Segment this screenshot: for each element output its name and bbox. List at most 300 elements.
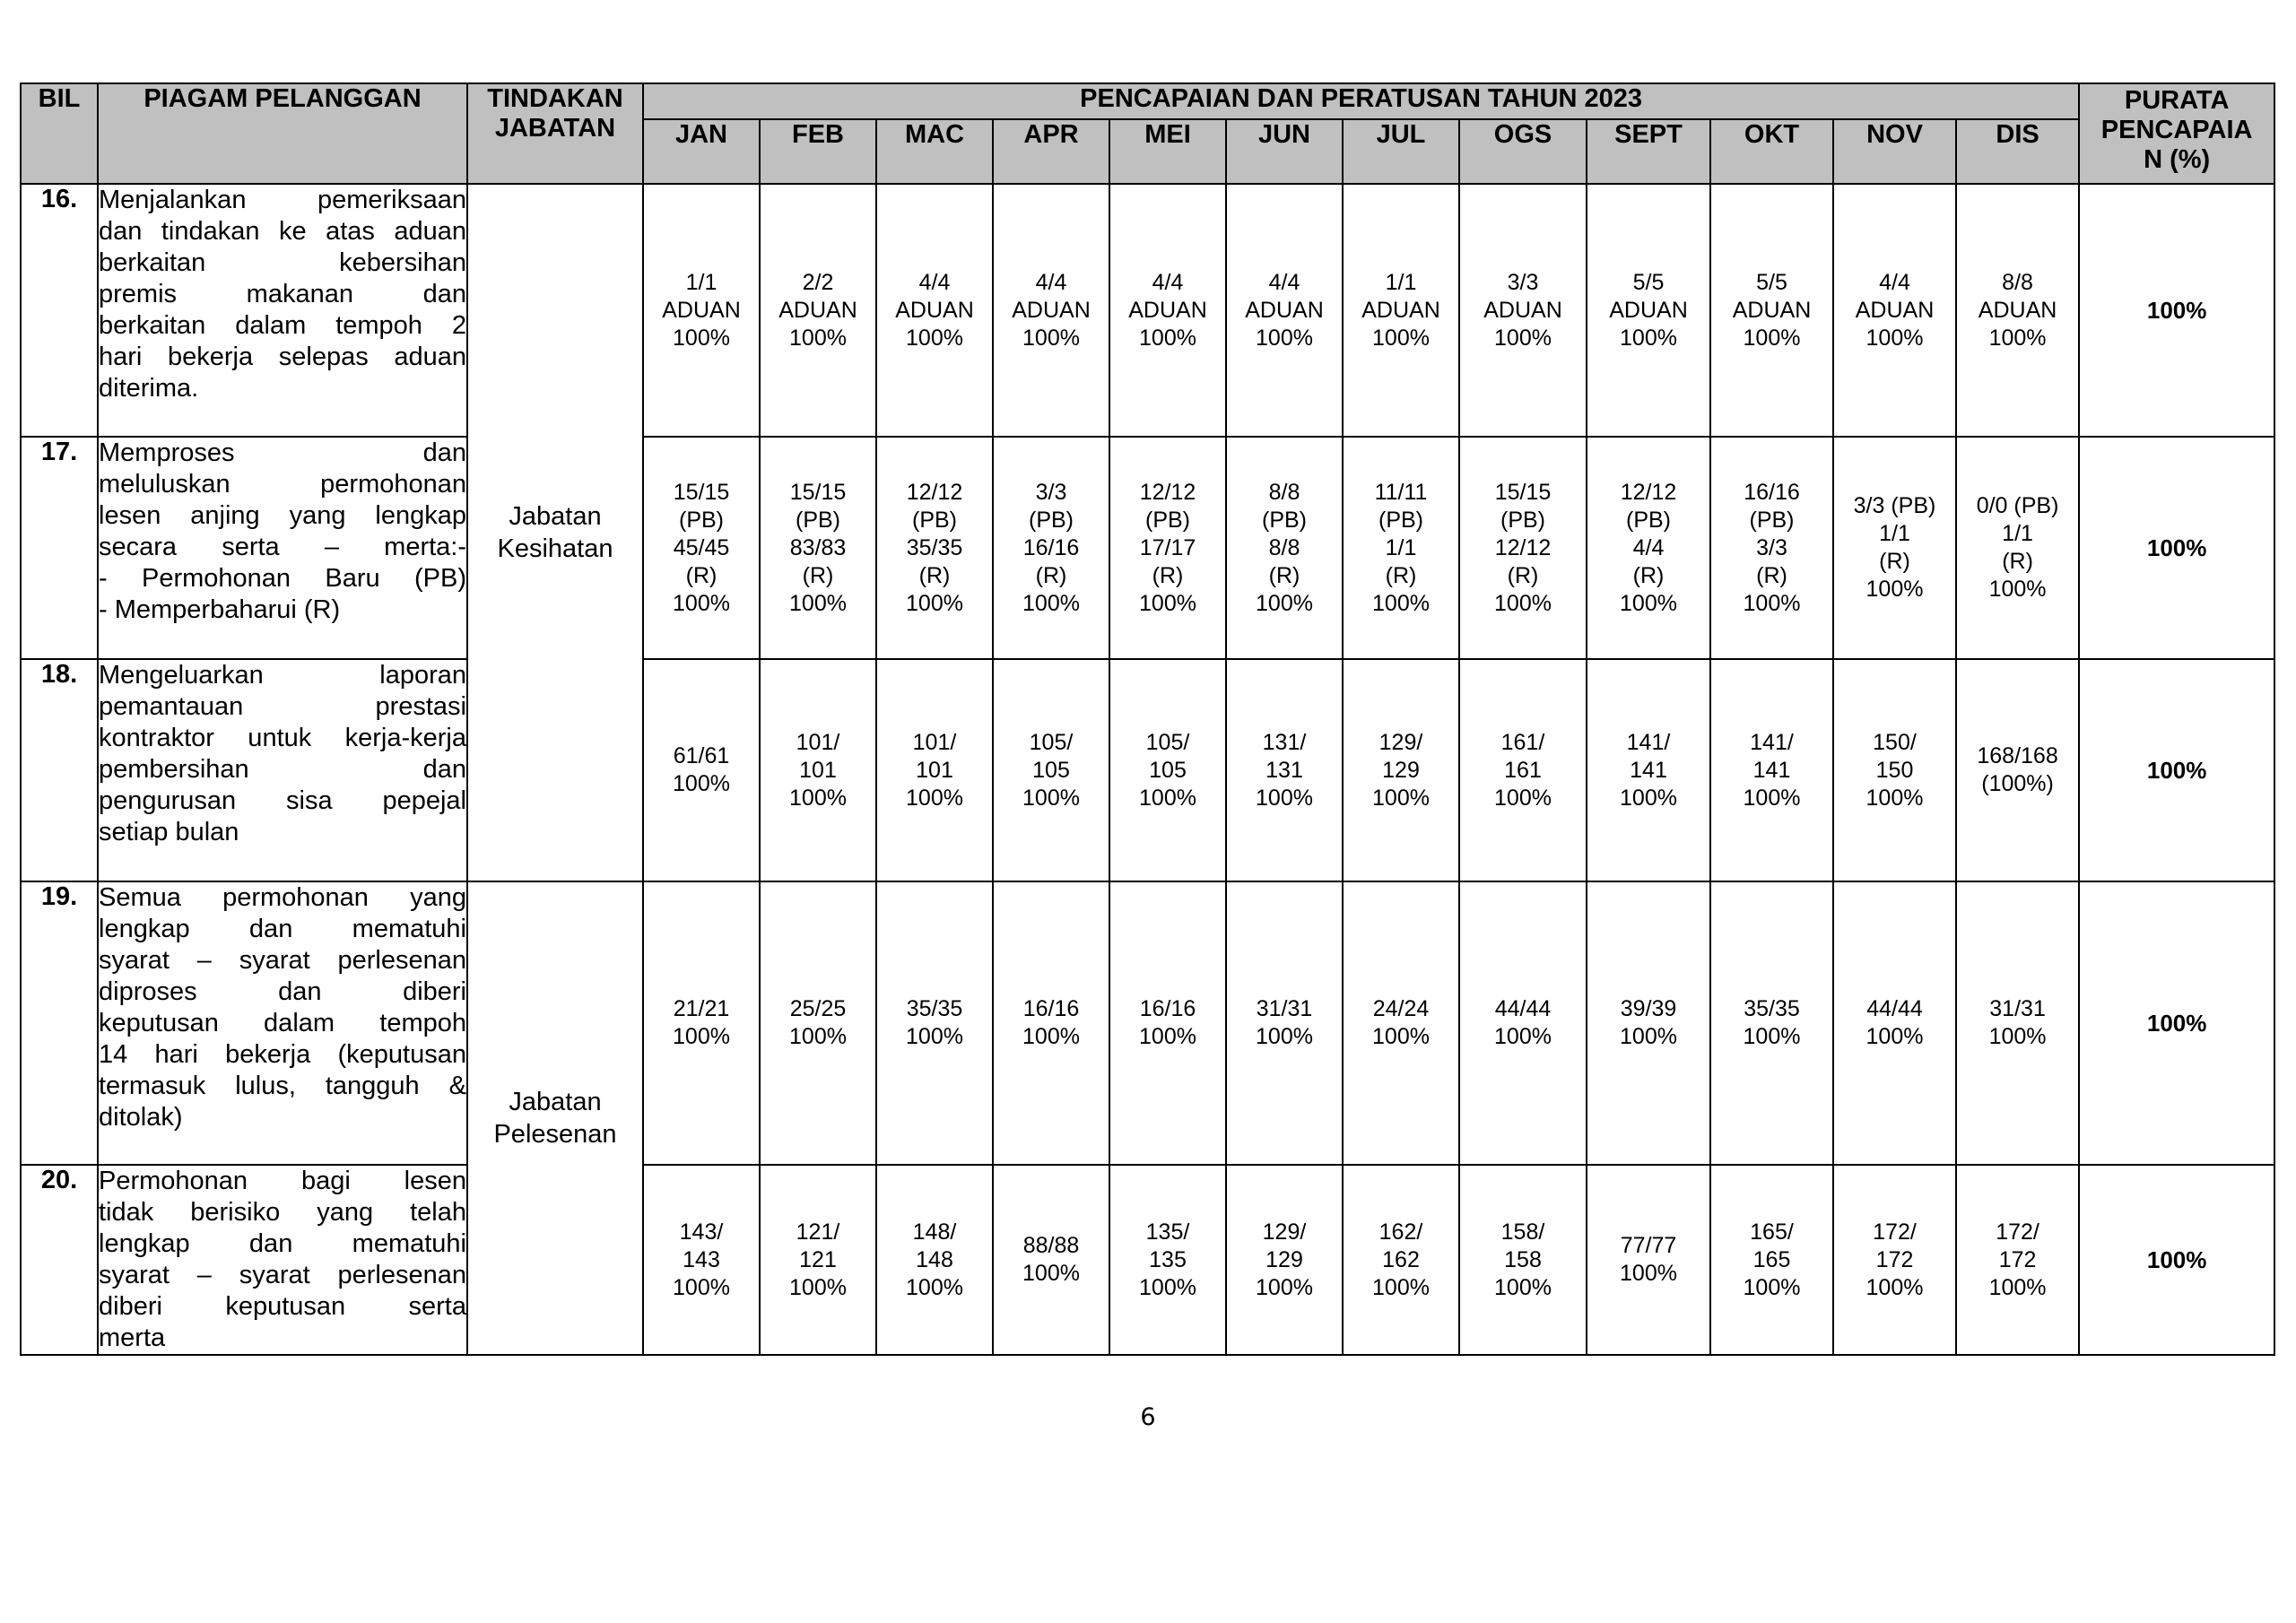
value-line: 135 <box>1149 1246 1187 1272</box>
row-bil: 18. <box>21 659 98 881</box>
value-line: 8/8 <box>2002 269 2033 295</box>
month-value-cell <box>1710 881 1833 1165</box>
value-line: 100% <box>1139 325 1196 351</box>
month-value-cell <box>1587 184 1710 437</box>
piagam-line: - Memperbaharui (R) <box>99 595 341 624</box>
month-value-cell <box>1587 437 1710 659</box>
value-line: 31/31 <box>1989 996 2046 1021</box>
piagam-line: diterima. <box>99 374 199 403</box>
value-line: 77/77 <box>1620 1233 1677 1258</box>
value-line: 165 <box>1752 1246 1791 1272</box>
value-line: 16/16 <box>1744 479 1800 505</box>
value-line: ADUAN <box>1855 297 1935 323</box>
month-value-cell <box>1833 881 1956 1165</box>
value-line: 1/1 <box>685 269 718 295</box>
value-line: 12/12 <box>1620 479 1677 505</box>
value-line: 101/ <box>796 729 840 755</box>
row-piagam <box>98 659 467 881</box>
month-value-cell <box>1109 184 1226 437</box>
value-line: 100% <box>1866 1024 1924 1049</box>
month-value-cell <box>643 437 760 659</box>
value-line: (R) <box>2002 549 2033 574</box>
header-pencapaian: PENCAPAIAN DAN PERATUSAN TAHUN 2023 <box>643 83 2079 119</box>
value-line: 100% <box>789 1274 847 1300</box>
piagam-line: meluluskan permohonan <box>99 470 466 499</box>
header-purata <box>2079 83 2274 184</box>
piagam-line: 14 hari bekerja (keputusan <box>99 1040 466 1069</box>
header-month: OKT <box>1710 119 1833 184</box>
row-piagam <box>98 1165 467 1355</box>
month-value-cell <box>1343 184 1459 437</box>
value-line: 100% <box>1866 1274 1924 1300</box>
month-value-cell <box>643 184 760 437</box>
value-line: 143 <box>683 1246 720 1272</box>
header-month: OGS <box>1459 119 1587 184</box>
value-line: 100% <box>1372 325 1430 351</box>
table-body <box>21 184 2274 1355</box>
value-line: 3/3 (PB) <box>1853 493 1936 518</box>
piagam-line: diproses dan diberi <box>99 977 466 1006</box>
month-value-cell <box>1833 659 1956 881</box>
value-line: 150/ <box>1873 729 1917 755</box>
value-line: 44/44 <box>1494 996 1552 1021</box>
month-value-cell <box>1710 184 1833 437</box>
month-value-cell <box>876 184 993 437</box>
month-value-cell <box>1459 881 1587 1165</box>
month-value-cell <box>876 437 993 659</box>
department-cell <box>467 184 643 881</box>
month-value-cell <box>1343 1165 1459 1355</box>
piagam-line: dan tindakan ke atas aduan <box>99 217 466 246</box>
value-line: ADUAN <box>1732 297 1812 323</box>
value-line: 15/15 <box>673 479 730 505</box>
piagam-line: pemantauan prestasi <box>99 692 466 721</box>
value-line: 141 <box>1752 757 1791 783</box>
value-line: 100% <box>1743 1024 1801 1049</box>
month-value-cell <box>643 1165 760 1355</box>
month-value-cell <box>1459 184 1587 437</box>
piagam-line: tidak berisiko yang telah <box>99 1198 466 1227</box>
piagam-line: Semua permohonan yang <box>99 883 466 912</box>
value-line: 100% <box>906 590 963 616</box>
month-value-cell <box>1109 659 1226 881</box>
value-line: (R) <box>1632 562 1665 588</box>
piagam-line: hari bekerja selepas aduan <box>99 343 466 371</box>
value-line: 61/61 <box>673 743 730 768</box>
month-value-cell <box>760 881 876 1165</box>
row-piagam <box>98 437 467 659</box>
value-line: (100%) <box>1981 771 2054 796</box>
month-value-cell <box>643 881 760 1165</box>
value-line: 100% <box>1620 785 1677 811</box>
value-line: 100% <box>906 1024 963 1049</box>
row-purata: 100% <box>2079 659 2274 881</box>
value-line: 100% <box>1743 590 1801 616</box>
department-line: Pelesenan <box>493 1120 617 1149</box>
value-line: (PB) <box>1029 507 1074 533</box>
value-line: 100% <box>789 325 847 351</box>
value-line: 1/1 <box>1385 534 1417 560</box>
value-line: 100% <box>673 325 730 351</box>
row-bil: 16. <box>21 184 98 437</box>
row-bil: 17. <box>21 437 98 659</box>
value-line: 25/25 <box>789 996 847 1021</box>
value-line: (PB) <box>1262 507 1307 533</box>
row-purata: 100% <box>2079 437 2274 659</box>
month-value-cell <box>1956 881 2079 1165</box>
value-line: 1/1 <box>1879 521 1910 546</box>
value-line: 141/ <box>1626 729 1671 755</box>
value-line: 5/5 <box>1632 269 1665 295</box>
row-bil: 19. <box>21 881 98 1165</box>
value-line: 121 <box>799 1246 837 1272</box>
month-value-cell <box>1226 881 1343 1165</box>
value-line: (R) <box>918 562 951 588</box>
header-month: MAC <box>876 119 993 184</box>
value-line: 100% <box>1139 785 1196 811</box>
value-line: 12/12 <box>1139 479 1196 505</box>
value-line: 100% <box>1866 577 1924 602</box>
table-row <box>21 437 2274 659</box>
month-value-cell <box>1587 881 1710 1165</box>
piagam-line: merta <box>99 1324 166 1352</box>
value-line: (PB) <box>1626 507 1671 533</box>
value-line: 100% <box>1256 1024 1313 1049</box>
value-line: 2/2 <box>802 269 834 295</box>
value-line: 129/ <box>1262 1219 1307 1245</box>
value-line: (R) <box>685 562 718 588</box>
table-row <box>21 881 2274 1165</box>
month-value-cell <box>1587 1165 1710 1355</box>
header-tindakan-line: TINDAKAN <box>487 84 623 113</box>
value-line: 8/8 <box>1268 534 1300 560</box>
value-line: 100% <box>1022 1024 1080 1049</box>
header-month: JUN <box>1226 119 1343 184</box>
month-value-cell <box>1833 437 1956 659</box>
value-line: 131 <box>1265 757 1303 783</box>
value-line: 100% <box>1620 1261 1677 1286</box>
value-line: 143/ <box>679 1219 724 1245</box>
value-line: 100% <box>1022 1261 1080 1286</box>
value-line: 100% <box>1372 1274 1430 1300</box>
value-line: 100% <box>1022 325 1080 351</box>
value-line: 105 <box>1032 757 1070 783</box>
month-value-cell <box>1459 437 1587 659</box>
piagam-line: Menjalankan pemeriksaan <box>99 186 466 214</box>
value-line: 4/4 <box>1035 269 1067 295</box>
value-line: 165/ <box>1750 1219 1794 1245</box>
month-value-cell <box>1226 1165 1343 1355</box>
value-line: (R) <box>1385 562 1417 588</box>
value-line: 100% <box>1620 1024 1677 1049</box>
month-value-cell <box>1956 1165 2079 1355</box>
piagam-line: setiap bulan <box>99 818 239 846</box>
value-line: 100% <box>1988 577 2047 602</box>
month-value-cell <box>1109 1165 1226 1355</box>
department-line: Jabatan <box>509 1088 602 1116</box>
value-line: 8/8 <box>1268 479 1300 505</box>
value-line: 24/24 <box>1372 996 1430 1021</box>
value-line: 162 <box>1382 1246 1420 1272</box>
row-purata: 100% <box>2079 184 2274 437</box>
month-value-cell <box>1833 184 1956 437</box>
table-row <box>21 184 2274 437</box>
value-line: 21/21 <box>673 996 730 1021</box>
month-value-cell <box>1343 659 1459 881</box>
header-month: MEI <box>1109 119 1226 184</box>
value-line: 129 <box>1382 757 1420 783</box>
value-line: 172 <box>1998 1246 2037 1272</box>
header-month: SEPT <box>1587 119 1710 184</box>
value-line: 17/17 <box>1139 534 1196 560</box>
value-line: 39/39 <box>1620 996 1677 1021</box>
value-line: 141 <box>1630 757 1667 783</box>
value-line: (R) <box>1507 562 1539 588</box>
value-line: (R) <box>1152 562 1184 588</box>
value-line: 4/4 <box>1632 534 1665 560</box>
month-value-cell <box>876 659 993 881</box>
value-line: ADUAN <box>1361 297 1440 323</box>
header-month: APR <box>993 119 1109 184</box>
value-line: 12/12 <box>1494 534 1552 560</box>
value-line: 148 <box>916 1246 953 1272</box>
header-tindakan-line: JABATAN <box>494 114 616 143</box>
header-purata-line: N (%) <box>2144 145 2211 174</box>
piagam-line: Memproses dan <box>99 438 466 467</box>
month-value-cell <box>876 1165 993 1355</box>
value-line: 100% <box>1022 785 1080 811</box>
piagam-line: premis makanan dan <box>99 280 466 308</box>
value-line: 172 <box>1875 1246 1914 1272</box>
value-line: 4/4 <box>1268 269 1300 295</box>
piagam-line: secara serta – merta:- <box>99 533 466 561</box>
value-line: 100% <box>1022 590 1080 616</box>
piagam-line: - Permohonan Baru (PB) <box>99 564 466 593</box>
value-line: 148/ <box>912 1219 957 1245</box>
value-line: 100% <box>789 1024 847 1049</box>
piagam-line: Permohonan bagi lesen <box>99 1167 466 1195</box>
value-line: ADUAN <box>662 297 741 323</box>
value-line: 100% <box>1988 325 2047 351</box>
month-value-cell <box>993 659 1109 881</box>
month-value-cell <box>1833 1165 1956 1355</box>
month-value-cell <box>760 1165 876 1355</box>
value-line: 31/31 <box>1256 996 1313 1021</box>
value-line: ADUAN <box>1128 297 1207 323</box>
department-cell <box>467 881 643 1355</box>
header-month: DIS <box>1956 119 2079 184</box>
header-month: FEB <box>760 119 876 184</box>
value-line: 15/15 <box>1494 479 1552 505</box>
month-value-cell <box>993 437 1109 659</box>
value-line: 100% <box>906 325 963 351</box>
value-line: 129 <box>1265 1246 1303 1272</box>
value-line: 35/35 <box>906 534 963 560</box>
value-line: 158/ <box>1500 1219 1545 1245</box>
value-line: 100% <box>1256 1274 1313 1300</box>
value-line: 100% <box>1494 325 1552 351</box>
month-value-cell <box>1587 659 1710 881</box>
value-line: (R) <box>1035 562 1067 588</box>
value-line: ADUAN <box>1609 297 1688 323</box>
value-line: 100% <box>1620 590 1677 616</box>
value-line: (PB) <box>679 507 724 533</box>
value-line: 105/ <box>1145 729 1190 755</box>
value-line: (PB) <box>1749 507 1795 533</box>
piagam-line: pengurusan sisa pepejal <box>99 786 466 815</box>
value-line: (PB) <box>1378 507 1423 533</box>
month-value-cell <box>1226 659 1343 881</box>
month-value-cell <box>1226 437 1343 659</box>
value-line: (R) <box>1268 562 1300 588</box>
value-line: 100% <box>1256 785 1313 811</box>
month-value-cell <box>1710 659 1833 881</box>
value-line: 100% <box>673 771 730 796</box>
piagam-line: Mengeluarkan laporan <box>99 661 466 690</box>
value-line: 172/ <box>1873 1219 1917 1245</box>
value-line: 141/ <box>1750 729 1794 755</box>
piagam-line: ditolak) <box>99 1103 183 1132</box>
piagam-line: termasuk lulus, tangguh & <box>99 1072 466 1100</box>
value-line: 15/15 <box>789 479 847 505</box>
value-line: 100% <box>906 785 963 811</box>
value-line: ADUAN <box>1245 297 1324 323</box>
value-line: 100% <box>789 590 847 616</box>
row-bil: 20. <box>21 1165 98 1355</box>
row-purata: 100% <box>2079 1165 2274 1355</box>
table-row <box>21 1165 2274 1355</box>
month-value-cell <box>1109 437 1226 659</box>
month-value-cell <box>1956 659 2079 881</box>
value-line: 16/16 <box>1022 534 1080 560</box>
month-value-cell <box>1710 1165 1833 1355</box>
value-line: 150 <box>1875 757 1914 783</box>
month-value-cell <box>993 1165 1109 1355</box>
header-tindakan <box>467 83 643 184</box>
value-line: 158 <box>1504 1246 1542 1272</box>
header-bil: BIL <box>21 83 98 184</box>
month-value-cell <box>993 184 1109 437</box>
value-line: 4/4 <box>1879 269 1910 295</box>
month-value-cell <box>876 881 993 1165</box>
value-line: (PB) <box>796 507 840 533</box>
month-value-cell <box>1710 437 1833 659</box>
row-piagam <box>98 184 467 437</box>
piagam-line: lesen anjing yang lengkap <box>99 501 466 530</box>
value-line: 100% <box>1139 1274 1196 1300</box>
value-line: 1/1 <box>1385 269 1417 295</box>
piagam-line: berkaitan kebersihan <box>99 248 466 277</box>
value-line: 3/3 <box>1756 534 1787 560</box>
value-line: 101 <box>799 757 837 783</box>
value-line: 105/ <box>1029 729 1074 755</box>
value-line: 35/35 <box>906 996 963 1021</box>
value-line: 100% <box>1372 590 1430 616</box>
department-line: Kesihatan <box>497 534 613 563</box>
value-line: 100% <box>1372 1024 1430 1049</box>
value-line: 100% <box>673 1024 730 1049</box>
value-line: 100% <box>789 785 847 811</box>
value-line: (R) <box>1879 549 1910 574</box>
value-line: 100% <box>1866 785 1924 811</box>
value-line: 100% <box>1620 325 1677 351</box>
value-line: 35/35 <box>1744 996 1800 1021</box>
value-line: 161 <box>1504 757 1542 783</box>
value-line: 4/4 <box>918 269 951 295</box>
value-line: 100% <box>1494 785 1552 811</box>
month-value-cell <box>1343 437 1459 659</box>
row-piagam <box>98 881 467 1165</box>
value-line: 100% <box>1494 1274 1552 1300</box>
value-line: 1/1 <box>2002 521 2033 546</box>
value-line: 83/83 <box>789 534 847 560</box>
month-value-cell <box>1226 184 1343 437</box>
value-line: 100% <box>1866 325 1924 351</box>
value-line: 131/ <box>1262 729 1307 755</box>
value-line: 100% <box>673 590 730 616</box>
value-line: (R) <box>802 562 834 588</box>
value-line: 100% <box>1256 325 1313 351</box>
header-purata-line: PENCAPAIA <box>2100 116 2253 144</box>
value-line: 3/3 <box>1035 479 1067 505</box>
value-line: 3/3 <box>1507 269 1539 295</box>
month-value-cell <box>993 881 1109 1165</box>
month-value-cell <box>1956 184 2079 437</box>
value-line: 162/ <box>1378 1219 1423 1245</box>
header-piagam: PIAGAM PELANGGAN <box>98 83 467 184</box>
month-value-cell <box>643 659 760 881</box>
value-line: 100% <box>1256 590 1313 616</box>
value-line: 100% <box>1139 590 1196 616</box>
value-line: (PB) <box>1500 507 1545 533</box>
value-line: 100% <box>1372 785 1430 811</box>
value-line: 16/16 <box>1022 996 1080 1021</box>
value-line: 11/11 <box>1374 479 1428 505</box>
value-line: 100% <box>1494 1024 1552 1049</box>
month-value-cell <box>1459 659 1587 881</box>
piagam-line: lengkap dan mematuhi <box>99 1229 466 1258</box>
month-value-cell <box>760 184 876 437</box>
value-line: 44/44 <box>1866 996 1923 1021</box>
value-line: (PB) <box>912 507 957 533</box>
piagam-line: diberi keputusan serta <box>99 1292 466 1321</box>
value-line: 100% <box>1743 1274 1801 1300</box>
header-month: JUL <box>1343 119 1459 184</box>
value-line: 105 <box>1149 757 1187 783</box>
month-value-cell <box>760 659 876 881</box>
value-line: ADUAN <box>895 297 974 323</box>
piagam-line: syarat – syarat perlesenan <box>99 946 466 975</box>
value-line: 100% <box>1494 590 1552 616</box>
piagam-line: syarat – syarat perlesenan <box>99 1261 466 1289</box>
value-line: 100% <box>673 1274 730 1300</box>
value-line: ADUAN <box>778 297 857 323</box>
value-line: 101/ <box>912 729 957 755</box>
month-value-cell <box>1459 1165 1587 1355</box>
piagam-line: berkaitan dalam tempoh 2 <box>99 311 466 340</box>
piagam-line: pembersihan dan <box>99 755 466 784</box>
header-month: NOV <box>1833 119 1956 184</box>
department-line: Jabatan <box>509 502 602 531</box>
value-line: (R) <box>1756 562 1787 588</box>
value-line: ADUAN <box>1483 297 1562 323</box>
value-line: 172/ <box>1996 1219 2039 1245</box>
header-purata-line: PURATA <box>2124 86 2230 115</box>
month-value-cell <box>1109 881 1226 1165</box>
value-line: 100% <box>1743 785 1801 811</box>
value-line: 100% <box>1139 1024 1196 1049</box>
value-line: 100% <box>906 1274 963 1300</box>
